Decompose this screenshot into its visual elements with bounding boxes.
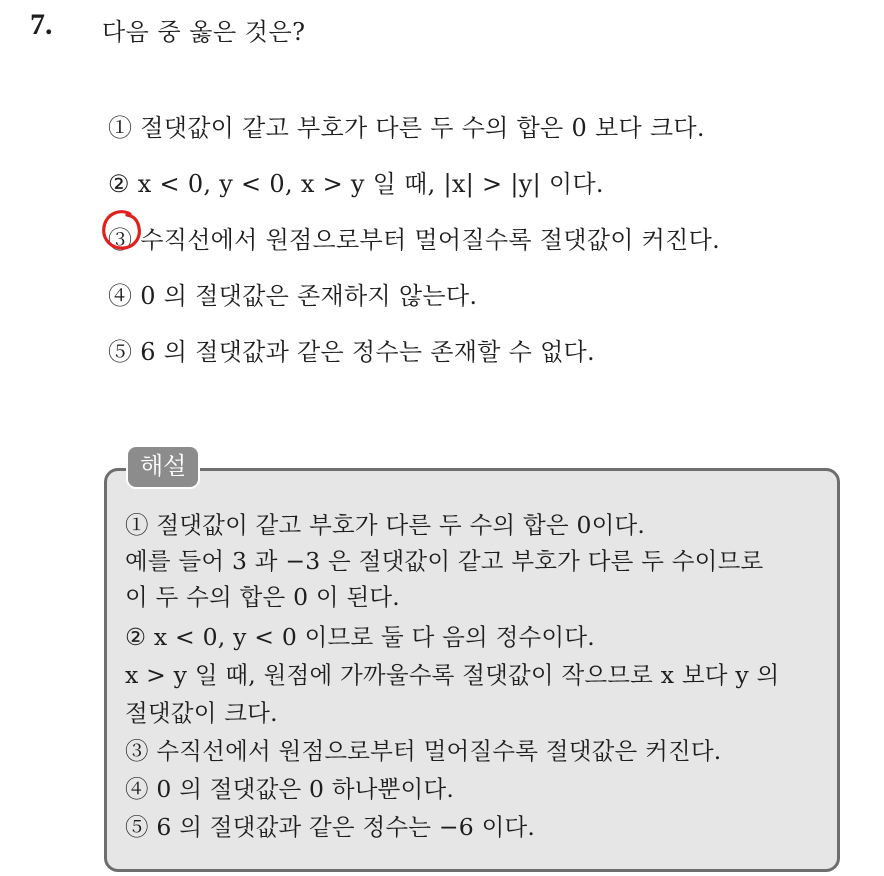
solution-line: ② x < 0, y < 0 이므로 둘 다 음의 정수이다. [125, 623, 595, 651]
option-2[interactable]: ② x < 0, y < 0, x > y 일 때, |x| > |y| 이다. [108, 170, 604, 198]
option-5[interactable]: ⑤ 6 의 절댓값과 같은 정수는 존재할 수 없다. [108, 338, 595, 366]
solution-tag: 해설 [126, 445, 200, 489]
solution-line: ④ 0 의 절댓값은 0 하나뿐이다. [125, 775, 455, 803]
solution-line: 절댓값이 크다. [125, 699, 278, 727]
solution-line: 이 두 수의 합은 0 이 된다. [125, 583, 400, 611]
option-4[interactable]: ④ 0 의 절댓값은 존재하지 않는다. [108, 282, 478, 310]
solution-line: ③ 수직선에서 원점으로부터 멀어질수록 절댓값은 커진다. [125, 737, 722, 765]
option-3[interactable]: ③ 수직선에서 원점으로부터 멀어질수록 절댓값이 커진다. [108, 226, 721, 254]
question-text: 다음 중 옳은 것은? [102, 18, 306, 46]
solution-line: x > y 일 때, 원점에 가까울수록 절댓값이 작으므로 x 보다 y 의 [125, 661, 780, 689]
solution-line: ① 절댓값이 같고 부호가 다른 두 수의 합은 0이다. [125, 511, 646, 539]
solution-line: ⑤ 6 의 절댓값과 같은 정수는 −6 이다. [125, 813, 536, 841]
answer-circle-mark [100, 208, 144, 252]
solution-line: 예를 들어 3 과 −3 은 절댓값이 같고 부호가 다른 두 수이므로 [125, 547, 764, 575]
question-number: 7. [30, 8, 53, 41]
option-1[interactable]: ① 절댓값이 같고 부호가 다른 두 수의 합은 0 보다 크다. [108, 114, 705, 142]
